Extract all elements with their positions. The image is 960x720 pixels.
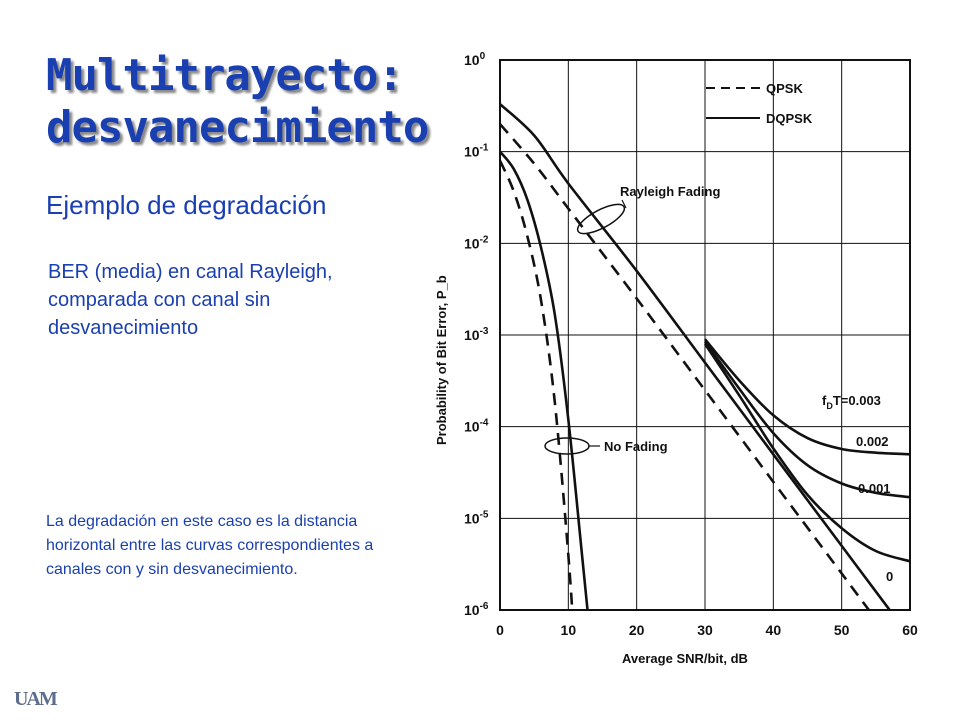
rayleigh-fading-label: Rayleigh Fading <box>620 184 721 199</box>
y-axis-label: Probability of Bit Error, P_b <box>434 275 449 445</box>
x-axis-label: Average SNR/bit, dB <box>622 651 748 666</box>
x-tick-label: 40 <box>765 622 782 638</box>
x-tick-label: 0 <box>496 622 504 638</box>
series-line-dqpsk-1 <box>500 104 896 619</box>
y-tick-label: $10^{-2}$ <box>464 234 489 252</box>
legend-dqpsk-label: DQPSK <box>766 111 813 126</box>
uam-logo: UAM <box>14 688 56 710</box>
x-tick-label: 20 <box>628 622 645 638</box>
x-tick-label: 60 <box>902 622 918 638</box>
annotations <box>545 184 893 584</box>
y-tick-label: $10^{-6}$ <box>464 601 489 618</box>
no-fading-label: No Fading <box>604 439 668 454</box>
title-line-2: desvanecimiento <box>46 102 429 153</box>
y-tick-label: $10^{-1}$ <box>464 142 489 160</box>
no-fading-ellipse <box>545 438 589 454</box>
series-line-dqpsk-5 <box>705 342 910 498</box>
fdt-0-label: 0 <box>886 569 894 584</box>
degradation-note: La degradación en este caso es la distancia horizontal entre las curvas correspondientes a canales con y sin desvanecimiento. <box>46 513 374 578</box>
y-tick-label: $10^{-5}$ <box>464 509 489 527</box>
chart-grid <box>500 60 910 610</box>
title-line-1: Multitrayecto: <box>46 50 403 101</box>
fdt-0.002-label: 0.002 <box>856 434 889 449</box>
rayleigh-ellipse <box>574 199 628 239</box>
fdt-0.003-label: $f_DT=0.003$ <box>822 393 881 411</box>
legend <box>706 81 813 126</box>
legend-qpsk-label: QPSK <box>766 81 803 96</box>
x-tick-label: 10 <box>560 622 577 638</box>
series-line-qpsk-0 <box>500 124 890 638</box>
chart-description: BER (media) en canal Rayleigh, comparada con canal sin desvanecimiento <box>48 261 333 339</box>
y-tick-label: $10^{-4}$ <box>464 417 489 435</box>
slide-subtitle: Ejemplo de degradación <box>46 190 327 220</box>
fdt-0.001-label: 0.001 <box>858 481 891 496</box>
x-tick-label: 30 <box>697 622 713 638</box>
x-tick-label: 50 <box>833 622 850 638</box>
y-tick-label: $10^{-3}$ <box>464 326 489 343</box>
y-tick-label: $10^0$ <box>464 51 486 68</box>
